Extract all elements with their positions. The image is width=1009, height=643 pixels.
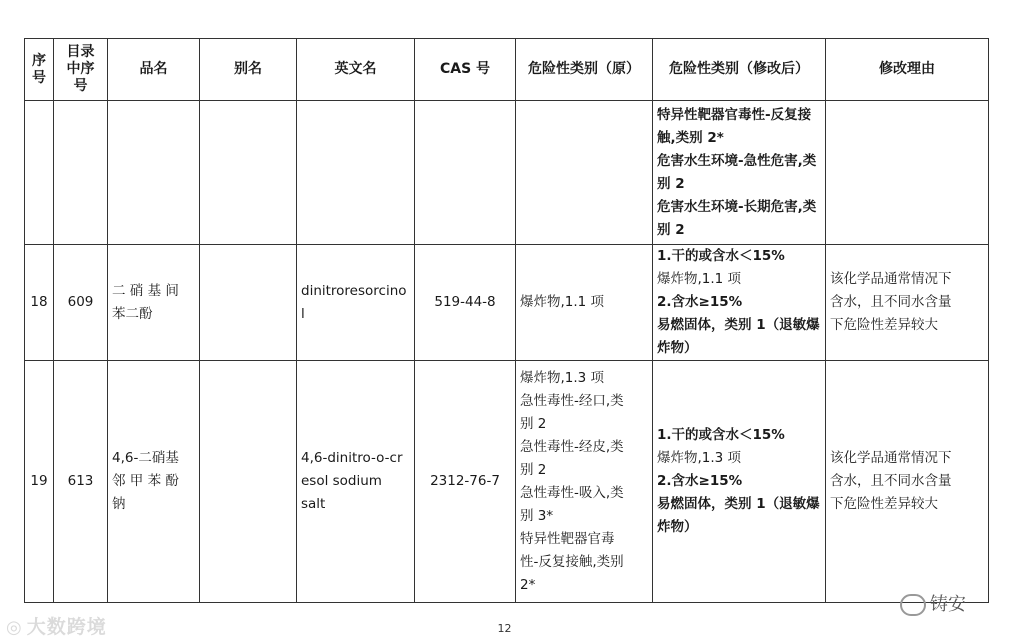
cell-reason (826, 101, 989, 245)
cell-cas: 2312-76-7 (415, 361, 516, 603)
hazard-line: 2.含水≥15% (657, 294, 743, 310)
table-row (25, 245, 989, 361)
weibo-icon: ◎ (6, 617, 23, 638)
hazard-line: 爆炸物,1.1 项 (657, 271, 742, 287)
hazard-line: 易燃固体，类别 1（退敏爆炸物） (657, 317, 820, 356)
hazard-line: 危害水生环境-急性危害,类别 2 (657, 152, 817, 192)
header-name: 品名 (108, 39, 200, 101)
cell-name (108, 101, 200, 245)
cell-hazard-new (653, 101, 826, 245)
page-number: 12 (497, 622, 512, 635)
cell-hazard-orig (516, 101, 653, 245)
cell-cas: 519-44-8 (415, 245, 516, 361)
cell-catalog-no: 609 (54, 245, 108, 361)
cell-hazard-new (653, 361, 826, 603)
watermark-left: ◎ 大数跨境 (6, 616, 107, 638)
hazard-line: 2.含水≥15% (657, 473, 743, 489)
header-cas: CAS 号 (415, 39, 516, 101)
hazard-line: 特异性靶器官毒性-反复接触,类别 2* (657, 106, 812, 146)
header-reason: 修改理由 (826, 39, 989, 101)
header-hazard-orig: 危险性类别（原） (516, 39, 653, 101)
cell-hazard-new (653, 245, 826, 361)
hazard-line: 易燃固体，类别 1（退敏爆炸物） (657, 496, 820, 535)
header-row (25, 39, 989, 101)
cell-alias (200, 361, 297, 603)
hazard-line: 爆炸物,1.3 项 (657, 450, 742, 466)
cell-hazard-orig: 爆炸物,1.1 项 (516, 245, 653, 361)
watermark-right: 铸安 (900, 590, 966, 616)
header-seq: 序 号 (25, 39, 54, 101)
table-row (25, 101, 989, 245)
table-row (25, 361, 989, 603)
wechat-icon (900, 594, 926, 616)
cell-seq: 18 (25, 245, 54, 361)
cell-catalog-no: 613 (54, 361, 108, 603)
header-alias: 别名 (200, 39, 297, 101)
cell-name: 二 硝 基 间 苯二酚 (108, 245, 200, 361)
cell-reason: 该化学品通常情况下 含水，且不同水含量 下危险性差异较大 (826, 245, 989, 361)
header-catalog-no: 目录 中序 号 (54, 39, 108, 101)
cell-seq: 19 (25, 361, 54, 603)
cell-alias (200, 101, 297, 245)
cell-english: 4,6-dinitro-o-cr esol sodium salt (297, 361, 415, 603)
cell-english (297, 101, 415, 245)
hazard-table (24, 38, 989, 603)
cell-hazard-orig: 爆炸物,1.3 项 急性毒性-经口,类 别 2 急性毒性-经皮,类 别 2 急性毒性-吸入,类 别 3* 特异性靶器官毒 性-反复接触,类别 2* (516, 361, 653, 603)
header-hazard-new: 危险性类别（修改后） (653, 39, 826, 101)
cell-seq (25, 101, 54, 245)
header-english: 英文名 (297, 39, 415, 101)
hazard-line: 1.干的或含水＜15% (657, 248, 785, 264)
cell-cas (415, 101, 516, 245)
cell-alias (200, 245, 297, 361)
cell-reason: 该化学品通常情况下 含水，且不同水含量 下危险性差异较大 (826, 361, 989, 603)
cell-name: 4,6-二硝基 邻 甲 苯 酚 钠 (108, 361, 200, 603)
hazard-line: 1.干的或含水＜15% (657, 427, 785, 443)
cell-catalog-no (54, 101, 108, 245)
hazard-line: 危害水生环境-长期危害,类别 2 (657, 198, 817, 238)
cell-english: dinitroresorcino l (297, 245, 415, 361)
